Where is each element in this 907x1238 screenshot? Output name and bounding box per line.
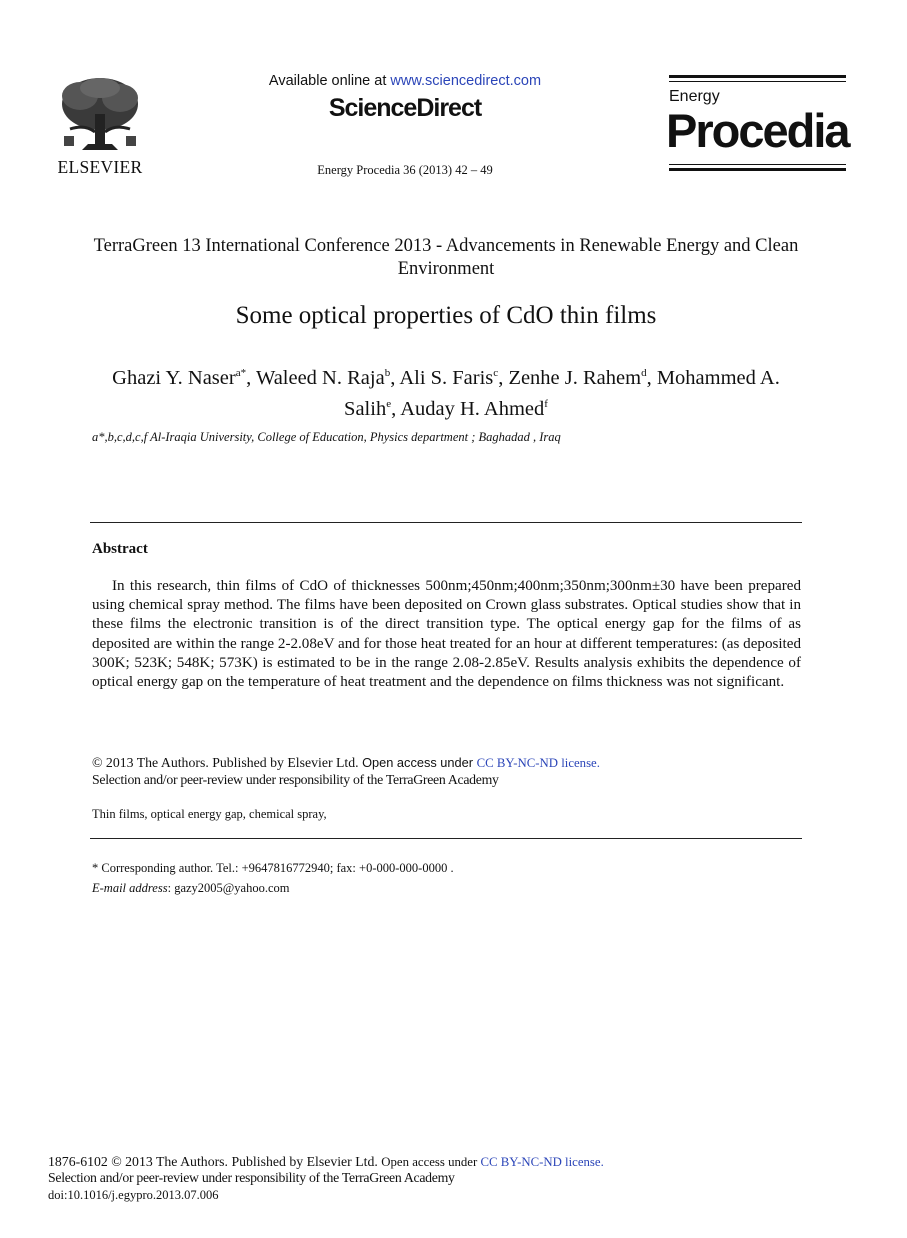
email-address: gazy2005@yahoo.com bbox=[174, 881, 290, 895]
email-line: E-mail address: gazy2005@yahoo.com bbox=[92, 881, 290, 895]
footer-open-access-prefix: Open access under bbox=[381, 1155, 481, 1169]
footer-peer-review: Selection and/or peer-review under responsibility of the TerraGreen Academy bbox=[48, 1170, 455, 1185]
paper-title: Some optical properties of CdO thin films bbox=[235, 302, 657, 329]
author-name: Mohammed A. Salih bbox=[344, 366, 780, 420]
keywords: Thin films, optical energy gap, chemical spray, bbox=[92, 807, 327, 821]
corresponding-author-note: * Corresponding author. Tel.: +9647816772940; fax: +0-000-000-0000 . bbox=[92, 861, 454, 875]
author-name: Waleed N. Raja bbox=[255, 366, 385, 389]
affiliation: a*,b,c,d,c,f Al-Iraqia University, College of Education, Physics department ; Baghadad , Iraq bbox=[92, 430, 561, 444]
conference-name: TerraGreen 13 International Conference 2013 - Advancements in Renewable Energy and Clean Environment bbox=[93, 236, 799, 279]
license-link[interactable]: CC BY-NC-ND license. bbox=[476, 756, 600, 770]
sciencedirect-link[interactable]: www.sciencedirect.com bbox=[390, 73, 542, 89]
author-affiliation-mark: a* bbox=[235, 367, 247, 379]
author-affiliation-mark: c bbox=[493, 367, 499, 379]
copyright-text: © 2013 The Authors. Published by Elsevier Ltd. bbox=[92, 755, 359, 770]
author-name: Ghazi Y. Naser bbox=[112, 366, 236, 389]
footer-issn-copyright: 1876-6102 © 2013 The Authors. Published by Elsevier Ltd. bbox=[48, 1154, 378, 1169]
copyright-line bbox=[92, 755, 600, 771]
journal-logo-procedia: Procedia bbox=[666, 104, 849, 157]
peer-review-line: Selection and/or peer-review under responsibility of the TerraGreen Academy bbox=[92, 772, 499, 787]
journal-logo-energy: Energy bbox=[669, 88, 720, 105]
procedia-rule-bottom bbox=[669, 168, 846, 171]
available-prefix: Available online at bbox=[268, 73, 391, 89]
footer-license-link[interactable]: CC BY-NC-ND license. bbox=[480, 1155, 604, 1169]
elsevier-wordmark: ELSEVIER bbox=[57, 157, 143, 177]
sciencedirect-wordmark: ScienceDirect bbox=[328, 94, 482, 122]
abstract-text: In this research, thin films of CdO of thicknesses 500nm;450nm;400nm;350nm;300nm±30 have been prepared using chemical spray method. The films have been deposited on Crown glass substrates. Optical studies show that in these films the electronic transition is of the direct transition type. The optical energy gap for the films of as deposited are within the range 2-2.08eV and for those heat treated for an hour at different temperatures: (as deposited 300K; 523K; 548K; 573K) is estimated to be in the range 2.08-2.85eV. Results analysis exhibits the dependence of optical energy gap on the temperature of heat treatment and the dependence on films thickness was not significant. bbox=[92, 578, 801, 691]
email-label: E-mail address bbox=[92, 881, 168, 895]
procedia-rule-top bbox=[669, 75, 846, 78]
author-name: Ali S. Faris bbox=[399, 366, 494, 389]
footer-doi: doi:10.1016/j.egypro.2013.07.006 bbox=[48, 1188, 219, 1202]
author-affiliation-mark: e bbox=[386, 397, 392, 410]
author-list: Ghazi Y. Naser$^{a*}$, Waleed N. Raja$^b$, Ali S. Faris$^c$, Zenhe J. Rahem$^d$, Mohammed A. Salih$^e$, Auday H. Ahmed$^f$ bbox=[112, 366, 780, 420]
procedia-rule-top-thin bbox=[669, 81, 846, 82]
journal-citation: Energy Procedia 36 (2013) 42 – 49 bbox=[317, 163, 493, 177]
author-name: Auday H. Ahmed bbox=[400, 397, 545, 420]
author-affiliation-mark: d bbox=[641, 367, 647, 379]
section-divider bbox=[90, 522, 802, 523]
author-affiliation-mark: b bbox=[384, 367, 391, 379]
footer-copyright bbox=[48, 1154, 604, 1170]
abstract-heading: Abstract bbox=[92, 541, 148, 557]
open-access-prefix: Open access under bbox=[362, 755, 477, 770]
author-affiliation-mark: f bbox=[544, 397, 548, 410]
available-online-line bbox=[200, 73, 610, 89]
footnote-divider bbox=[90, 838, 802, 839]
author-name: Zenhe J. Rahem bbox=[508, 366, 642, 389]
procedia-rule-bottom-thin bbox=[669, 164, 846, 165]
